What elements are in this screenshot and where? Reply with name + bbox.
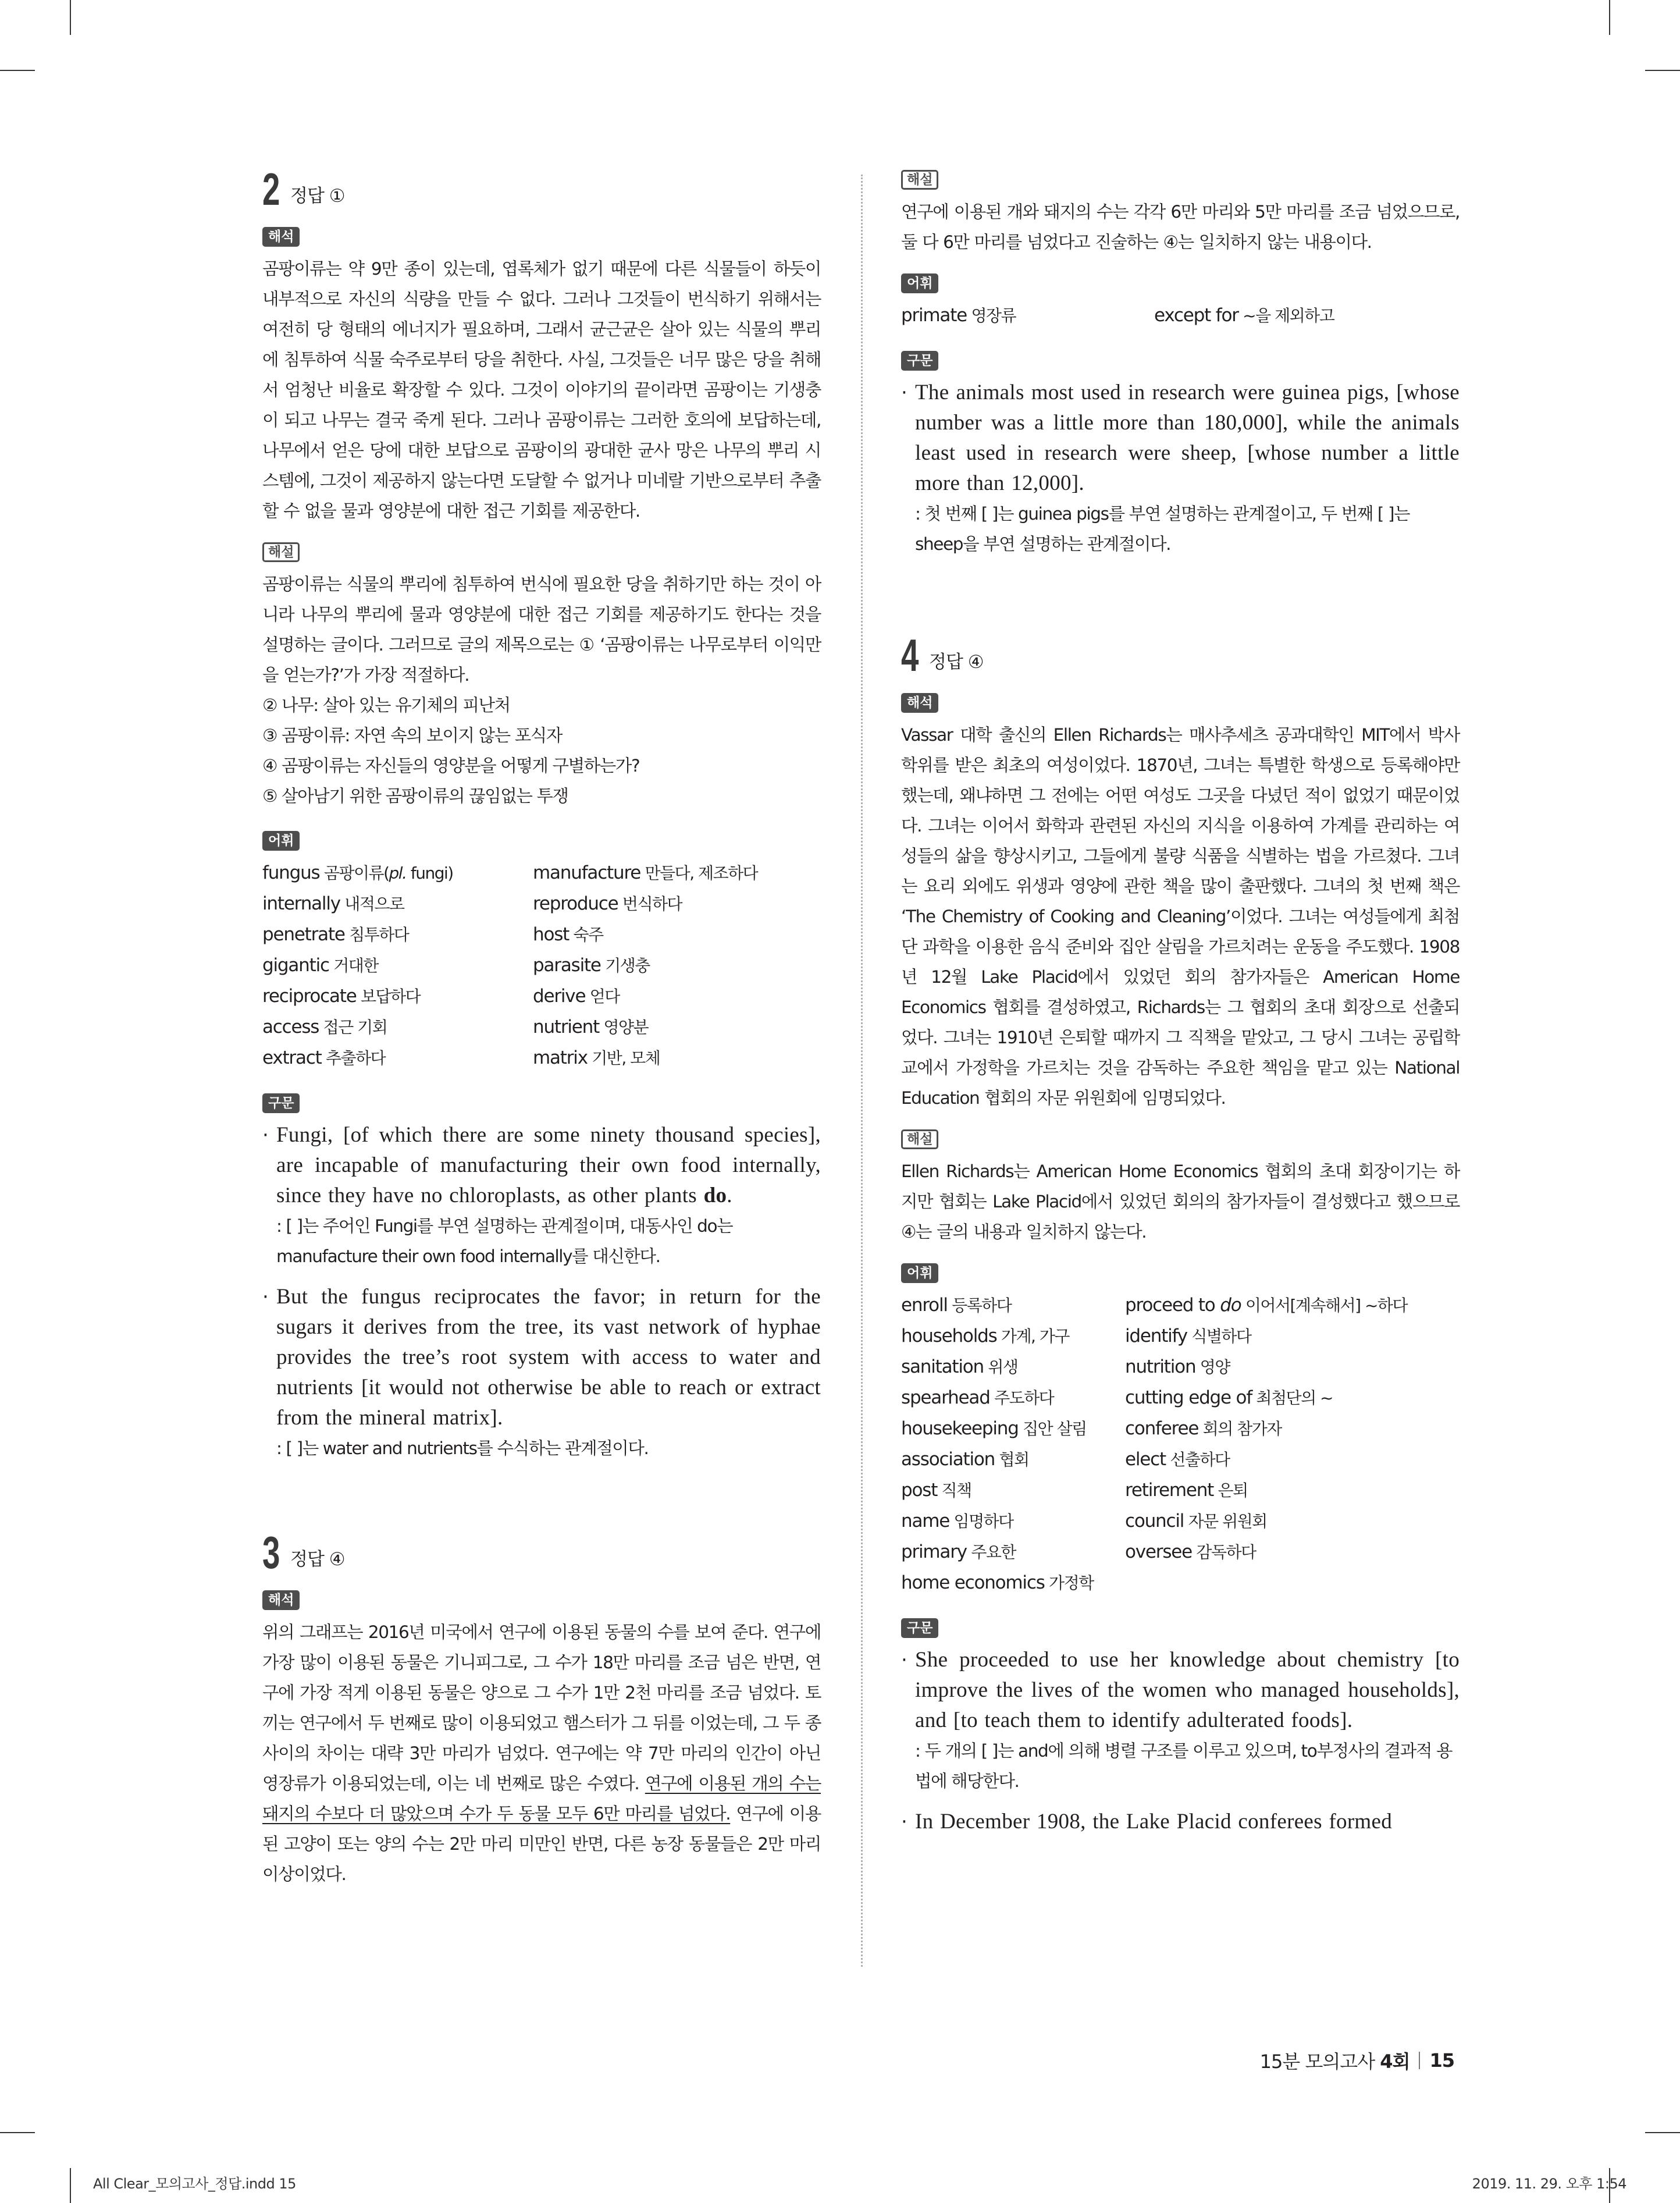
- vocab-item: reproduce 번식하다: [533, 893, 682, 914]
- explanation-tag: 해설: [262, 542, 300, 562]
- vocab-item: primate 영장류: [901, 305, 1016, 326]
- vocab-tag: 어휘: [262, 831, 300, 851]
- bullet-icon: ·: [262, 1124, 269, 1147]
- bullet-icon: ·: [901, 1648, 907, 1672]
- print-slug-date: 2019. 11. 29. 오후 1:54: [1472, 2176, 1626, 2192]
- vocab-item: identify 식별하다: [1125, 1326, 1251, 1346]
- bullet-icon: ·: [262, 1285, 269, 1309]
- vocab-item: access 접근 기회: [262, 1017, 387, 1037]
- underlined-sentence: 연구에 이용된 개의 수는 돼지의 수보다 더 많았으며 수가 두 동물 모두 6만 마리를 넘었다.: [262, 1774, 821, 1824]
- syntax-sentence: Fungi, [of which there are some ninety thousand species], are incapable of manufacturing their own food internally, since they have no chloroplasts, as other plants do.: [276, 1123, 821, 1207]
- vocab-item: derive 얻다: [533, 986, 620, 1007]
- crop-mark: [0, 70, 35, 71]
- vocab-item: fungus 곰팡이류(pl. fungi): [262, 862, 453, 883]
- vocab-item: council 자문 위원회: [1125, 1511, 1267, 1532]
- vocab-item: matrix 기반, 모체: [533, 1047, 660, 1068]
- crop-mark: [1645, 2132, 1680, 2133]
- vocab-item: parasite 기생충: [533, 955, 650, 976]
- page-number: 15: [1429, 2049, 1454, 2071]
- vocab-item: housekeeping 집안 살림: [901, 1418, 1087, 1439]
- vocab-item: nutrition 영양: [1125, 1356, 1230, 1377]
- crop-mark: [0, 2132, 35, 2133]
- crop-mark: [1609, 0, 1610, 35]
- footer-label: 15분 모의고사 4회: [1259, 2051, 1410, 2073]
- vocab-list: [901, 1290, 1460, 1598]
- vocab-item: proceed to do 이어서[계속해서] ~하다: [1125, 1295, 1408, 1316]
- bullet-icon: ·: [901, 1810, 907, 1834]
- vocab-item: enroll 등록하다: [901, 1295, 1012, 1316]
- vocab-item: conferee 회의 참가자: [1125, 1418, 1282, 1439]
- vocab-item: post 직책: [901, 1480, 971, 1501]
- vocab-item: spearhead 주도하다: [901, 1387, 1054, 1408]
- syntax-tag: 구문: [901, 1618, 938, 1638]
- column-divider: [861, 175, 863, 1967]
- vocab-item: gigantic 거대한: [262, 955, 378, 976]
- footer-separator: [1419, 2052, 1420, 2069]
- syntax-item: [901, 378, 1460, 559]
- translation-text: 위의 그래프는 2016년 미국에서 연구에 이용된 동물의 수를 보여 준다. 연구에 가장 많이 이용된 동물은 기니피그로, 그 수가 18만 마리를 조금 넘은 반면, 연구에 가장 적게 이용된 동물은 양으로 그 수가 1만 2천 마리를 조금 넘었다. 토끼는 연구에서 두 번째로 많이 이용되었고 햄스터가 그 뒤를 이었는데, 그 두 종 사이의 차이는 대략 3만 마리가 넘었다. 연구에는 약 7만 마리의 인간이 아닌 영장류가 이용되었는데, 이는 네 번째로 많은 수였다. 연구에 이용된 개의 수는 돼지의 수보다 더 많았으며 수가 두 동물 모두 6만 마리를 넘었다. 연구에 이용된 고양이 또는 양의 수는 2만 마리 미만인 반면, 다른 농장 동물들은 2만 마리 이상이었다.: [262, 1622, 821, 1884]
- answer-label: 정답 ①: [290, 186, 345, 207]
- question-3: [262, 1527, 821, 1889]
- syntax-note: : [ ]는 주어인 Fungi를 부연 설명하는 관계절이며, 대동사인 do는 manufacture their own food internally를 대신한다.: [276, 1216, 733, 1266]
- question-3-continued: [901, 170, 1460, 559]
- vocab-item: households 가계, 가구: [901, 1326, 1069, 1346]
- explanation-text: 곰팡이류는 식물의 뿌리에 침투하여 번식에 필요한 당을 취하기만 하는 것이 아니라 나무의 뿌리에 물과 영양분에 대한 접근 기회를 제공하기도 한다는 것을 설명하는 글이다. 그러므로 글의 제목으로는 ① ‘곰팡이류는 나무로부터 이익만을 얻는가?’가 가장 적절하다.: [262, 574, 821, 685]
- option-list: [262, 690, 821, 811]
- syntax-sentence: In December 1908, the Lake Placid conferees formed: [915, 1810, 1393, 1834]
- translation-tag: 해석: [901, 693, 938, 713]
- crop-mark: [70, 0, 71, 35]
- bullet-icon: ·: [901, 381, 907, 404]
- print-slug-file: All Clear_모의고사_정답.indd 15: [93, 2176, 296, 2192]
- question-header: [262, 164, 821, 215]
- syntax-note: : 두 개의 [ ]는 and에 의해 병렬 구조를 이루고 있으며, to부정사의 결과적 용법에 해당한다.: [915, 1741, 1453, 1791]
- explanation-tag: 해설: [901, 1129, 938, 1149]
- answer-label: 정답 ④: [290, 1549, 345, 1570]
- question-number: 3: [262, 1527, 280, 1578]
- syntax-item: [901, 1807, 1460, 1837]
- vocab-item: manufacture 만들다, 제조하다: [533, 862, 758, 883]
- explanation-text: Ellen Richards는 American Home Economics 협회의 초대 회장이기는 하지만 협회는 Lake Placid에서 있었던 회의의 참가자들이 결성했다고 했으므로 ④는 글의 내용과 일치하지 않는다.: [901, 1161, 1460, 1242]
- page-footer: [1260, 2047, 1454, 2074]
- vocab-item: except for ~을 제외하고: [1154, 305, 1334, 326]
- explanation-text: 연구에 이용된 개와 돼지의 수는 각각 6만 마리와 5만 마리를 조금 넘었으므로, 둘 다 6만 마리를 넘었다고 진술하는 ④는 일치하지 않는 내용이다.: [901, 202, 1460, 252]
- answer-label: 정답 ④: [929, 652, 984, 673]
- syntax-note: : [ ]는 water and nutrients를 수식하는 관계절이다.: [276, 1438, 649, 1458]
- option-item: ② 나무: 살아 있는 유기체의 피난처: [262, 695, 510, 715]
- vocab-item: name 임명하다: [901, 1511, 1013, 1532]
- right-column: [901, 170, 1460, 1847]
- option-item: ④ 곰팡이류는 자신들의 영양분을 어떻게 구별하는가?: [262, 756, 640, 776]
- vocab-item: association 협회: [901, 1449, 1029, 1470]
- vocab-item: elect 선출하다: [1125, 1449, 1230, 1470]
- vocab-item: internally 내적으로: [262, 893, 404, 914]
- question-header: [901, 630, 1460, 681]
- crop-mark: [70, 2168, 71, 2203]
- vocab-item: retirement 은퇴: [1125, 1480, 1248, 1501]
- vocab-item: primary 주요한: [901, 1541, 1016, 1562]
- vocab-tag: 어휘: [901, 1263, 938, 1283]
- crop-mark: [1645, 70, 1680, 71]
- syntax-item: [901, 1645, 1460, 1796]
- option-item: ⑤ 살아남기 위한 곰팡이류의 끊임없는 투쟁: [262, 786, 568, 806]
- explanation-tag: 해설: [901, 170, 938, 190]
- question-header: [262, 1527, 821, 1578]
- vocab-item: extract 추출하다: [262, 1047, 386, 1068]
- syntax-sentence: She proceeded to use her knowledge about chemistry [to improve the lives of the women who managed households], and [to teach them to identify adulterated foods].: [915, 1648, 1460, 1732]
- translation-text: 곰팡이류는 약 9만 종이 있는데, 엽록체가 없기 때문에 다른 식물들이 하듯이 내부적으로 자신의 식량을 만들 수 없다. 그러나 그것들이 번식하기 위해서는 여전히 당 형태의 에너지가 필요하며, 그래서 균근균은 살아 있는 식물의 뿌리에 침투하여 식물 숙주로부터 당을 취한다. 사실, 그것들은 너무 많은 당을 취해서 엄청난 비율로 확장할 수 있다. 그것이 이야기의 끝이라면 곰팡이는 기생충이 되고 나무는 결국 죽게 된다. 그러나 곰팡이류는 그러한 호의에 보답하는데, 나무에서 얻은 당에 대한 보답으로 곰팡이의 광대한 균사 망은 나무의 뿌리 시스템에, 그것이 제공하지 않는다면 도달할 수 없거나 미네랄 기반으로부터 추출할 수 없을 물과 영양분에 대한 접근 기회를 제공한다.: [262, 259, 821, 521]
- translation-text: Vassar 대학 출신의 Ellen Richards는 매사추세츠 공과대학인 MIT에서 박사 학위를 받은 최초의 여성이었다. 1870년, 그녀는 특별한 학생으로 등록해야만 했는데, 왜냐하면 그 전에는 어떤 여성도 그곳을 다녔던 적이 없었기 때문이었다. 그녀는 이어서 화학과 관련된 자신의 지식을 이용하여 가계를 관리하는 여성들의 삶을 향상시키고, 그들에게 불량 식품을 식별하는 법을 가르쳤다. 그녀는 요리 외에도 위생과 영양에 관한 책을 많이 출판했다. 그녀의 첫 번째 책은 ‘The Chemistry of Cooking and Cleaning’이었다. 그녀는 여성들에게 최첨단 과학을 이용한 음식 준비와 집안 살림을 가르치려는 운동을 주도했다. 1908년 12월 Lake Placid에서 있었던 회의 참가자들은 American Home Economics 협회를 결성하였고, Richards는 그 협회의 초대 회장으로 선출되었다. 그녀는 1910년 은퇴할 때까지 그 직책을 맡았고, 그 당시 그녀는 공립학교에서 가정학을 가르치는 것을 감독하는 주요한 책임을 맡고 있는 National Education 협회의 자문 위원회에 임명되었다.: [901, 725, 1460, 1108]
- vocab-item: home economics 가정학: [901, 1572, 1094, 1593]
- vocab-item: sanitation 위생: [901, 1356, 1018, 1377]
- question-number: 4: [901, 630, 919, 681]
- vocab-item: reciprocate 보답하다: [262, 986, 421, 1007]
- vocab-list: [901, 300, 1460, 331]
- syntax-sentence: The animals most used in research were guinea pigs, [whose number was a little more than 180,000], while the animals least used in research were sheep, [whose number a little more than 12,000].: [915, 381, 1460, 495]
- question-number: 2: [262, 164, 280, 215]
- left-column: [262, 164, 821, 1906]
- vocab-item: nutrient 영양분: [533, 1017, 649, 1037]
- syntax-item: [262, 1282, 821, 1463]
- syntax-tag: 구문: [901, 351, 938, 371]
- vocab-list: [262, 858, 821, 1074]
- vocab-item: host 숙주: [533, 924, 603, 945]
- vocab-tag: 어휘: [901, 273, 938, 293]
- vocab-item: oversee 감독하다: [1125, 1541, 1256, 1562]
- syntax-note: : 첫 번째 [ ]는 guinea pigs를 부연 설명하는 관계절이고, 두 번째 [ ]는 sheep을 부연 설명하는 관계절이다.: [915, 504, 1410, 554]
- syntax-item: [262, 1120, 821, 1271]
- option-item: ③ 곰팡이류: 자연 속의 보이지 않는 포식자: [262, 726, 563, 745]
- vocab-item: cutting edge of 최첨단의 ~: [1125, 1387, 1333, 1408]
- question-4: [901, 630, 1460, 1837]
- syntax-tag: 구문: [262, 1093, 300, 1113]
- translation-tag: 해석: [262, 227, 300, 247]
- vocab-item: penetrate 침투하다: [262, 924, 409, 945]
- syntax-sentence: But the fungus reciprocates the favor; in return for the sugars it derives from the tree, its vast network of hyphae provides the tree’s root system with access to water and nutrients [it would not otherwise be able to reach or extract from the mineral matrix].: [276, 1285, 821, 1430]
- translation-tag: 해석: [262, 1590, 300, 1610]
- question-2: [262, 164, 821, 1463]
